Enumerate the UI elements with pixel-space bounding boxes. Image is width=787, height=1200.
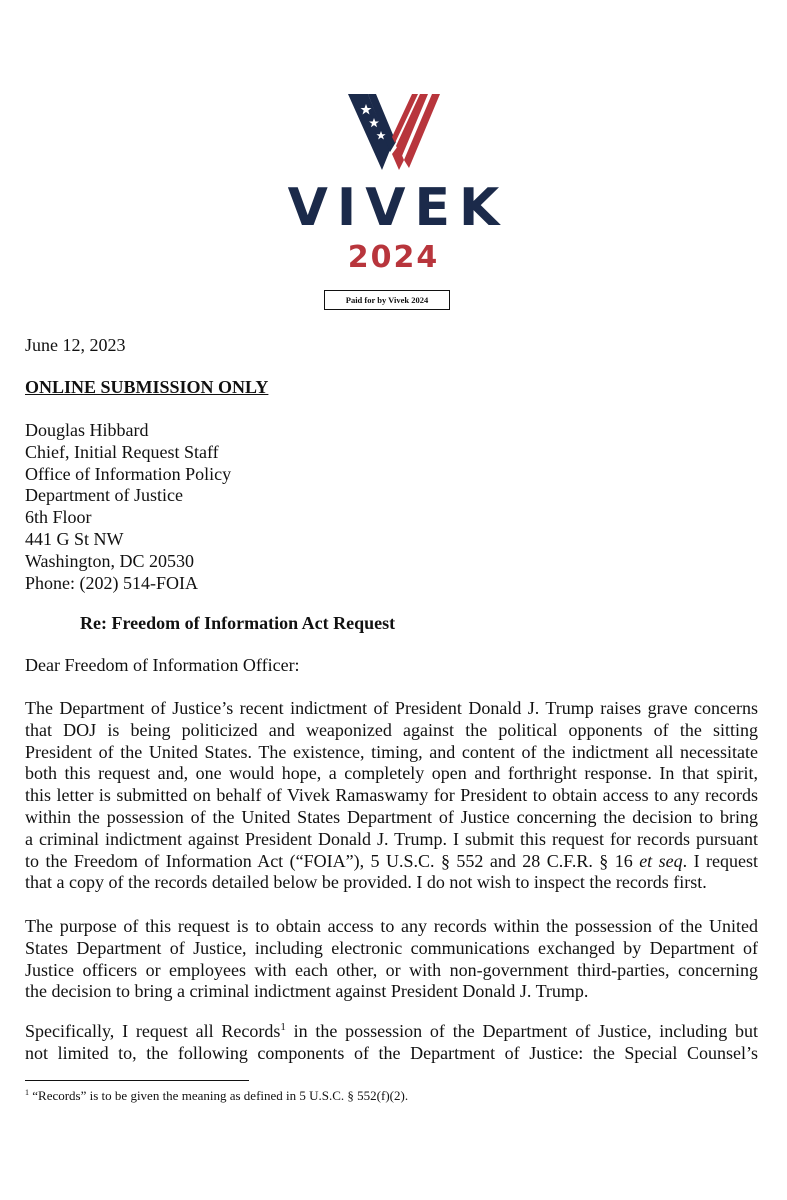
address-line: Department of Justice — [25, 485, 183, 506]
submission-notice: ONLINE SUBMISSION ONLY — [25, 377, 269, 397]
campaign-logo — [0, 90, 787, 274]
letter-date: June 12, 2023 — [25, 335, 126, 355]
logo-year: 2024 — [347, 240, 440, 275]
paragraph-line: The Department of Justice’s recent indictment of President Donald J. Trump raises grave concerns — [25, 698, 758, 718]
footnote-divider — [25, 1080, 249, 1081]
paragraph-line: The purpose of this request is to obtain access to any records within the possession of the United — [25, 916, 758, 936]
paid-for-disclaimer: Paid for by Vivek 2024 — [324, 290, 450, 310]
address-line: Washington, DC 20530 — [25, 550, 195, 571]
address-line: Phone: (202) 514-FOIA — [25, 572, 198, 593]
subject-line: Re: Freedom of Information Act Request — [80, 613, 396, 633]
paragraph-line: President of the United States. The existence, timing, and content of the indictment all necessitate — [25, 741, 758, 762]
paragraph-line: that a copy of the records detailed below be provided. I do not wish to inspect the records first. — [25, 872, 707, 893]
paragraph-line: not limited to, the following components of the Department of Justice: the Special Counsel’s — [25, 1042, 758, 1063]
logo-wordmark: VIVEK — [287, 178, 509, 238]
salutation: Dear Freedom of Information Officer: — [25, 655, 300, 675]
paragraph-line-foia-citation: to the Freedom of Information Act (“FOIA”), 5 U.S.C. § 552 and 28 C.F.R. § 16 et seq. I request — [25, 850, 758, 871]
paragraph-line: within the possession of the United States Department of Justice concerning the decision to bring — [25, 806, 758, 827]
footnote-text: “Records” is to be given the meaning as defined in 5 U.S.C. § 552(f)(2). — [29, 1088, 409, 1103]
paragraph-line: Justice officers or employees with each other, or with non-government third-parties, concerning — [25, 959, 758, 980]
v-flag-logo-icon — [346, 90, 442, 174]
paragraph-specific-request — [25, 1021, 758, 1065]
address-line: 441 G St NW — [25, 528, 124, 549]
footnote-marker: 1 — [280, 1021, 286, 1033]
recipient-address — [25, 420, 231, 594]
paragraph-line: States Department of Justice, including electronic communications exchanged by Department of — [25, 937, 758, 958]
paragraph-line: that DOJ is being politicized and weaponized against the political opponents of the sitting — [25, 719, 758, 740]
paragraph-line: this letter is submitted on behalf of Vivek Ramaswamy for President to obtain access to any records — [25, 785, 758, 806]
et-seq-italic: et seq — [639, 850, 683, 871]
paragraph-line: the decision to bring a criminal indictment against President Donald J. Trump. — [25, 981, 589, 1002]
paragraph-line: both this request and, one would hope, a completely open and forthright response. In that spirit, — [25, 763, 758, 784]
footnote-number: 1 — [25, 1088, 29, 1097]
paragraph-line: Specifically, I request all Records$^1$ in the possession of the Department of Justice, including but — [25, 1021, 758, 1041]
address-line: Office of Information Policy — [25, 463, 232, 484]
address-line: Douglas Hibbard — [25, 420, 149, 440]
paragraph-indictment-concerns — [25, 698, 758, 894]
address-line: Chief, Initial Request Staff — [25, 441, 219, 462]
paragraph-purpose — [25, 916, 758, 1003]
footnote — [25, 1088, 408, 1104]
paragraph-line: a criminal indictment against President Donald J. Trump. I submit this request for records pursuant — [25, 828, 758, 849]
address-line: 6th Floor — [25, 507, 92, 528]
